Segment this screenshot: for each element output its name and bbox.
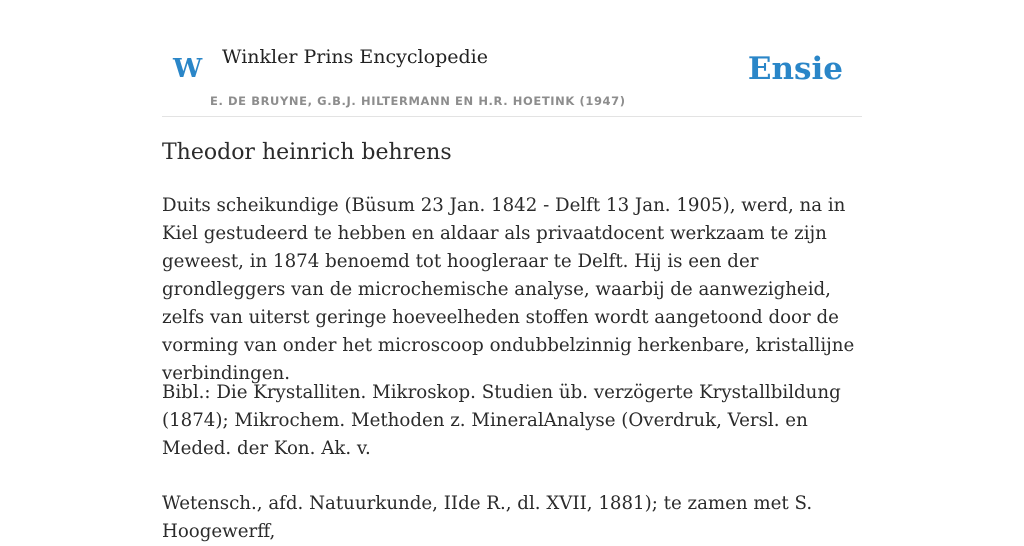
ensie-home-link[interactable]: Ensie [747,51,843,87]
header [162,40,862,117]
book-title-link[interactable]: Winkler Prins Encyclopedie [222,46,488,68]
article-title: Theodor heinrich behrens [162,140,452,165]
encyclopedia-logo-icon[interactable]: W [173,54,203,84]
bibliography-paragraph: Bibl.: Die Krystalliten. Mikroskop. Studien üb. verzögerte Krystallbildung (1874); Mikrochem. Methoden z. MineralAnalyse (Overdruk, Versl. en Meded. der Kon. Ak. v. [162,382,841,459]
article-paragraph-continued: Wetensch., afd. Natuurkunde, IIde R., dl. XVII, 1881); te zamen met S. Hoogewerff, [162,493,813,542]
book-authors: E. DE BRUYNE, G.B.J. HILTERMANN EN H.R. HOETINK (1947) [210,94,626,108]
article-paragraph: Duits scheikundige (Büsum 23 Jan. 1842 - Delft 13 Jan. 1905), werd, na in Kiel gestudeerd te hebben en aldaar als privaatdocent werkzaam te zijn geweest, in 1874 benoemd tot hoogleraar te Delft. Hij is een der grondleggers van de microchemische analyse, waarbij de aanwezigheid, zelfs van uiterst geringe hoeveelheden stoffen wordt aangetoond door de vorming van onder het microscoop ondubbelzinnig herkenbare, kristallijne verbindingen. [162,195,855,384]
